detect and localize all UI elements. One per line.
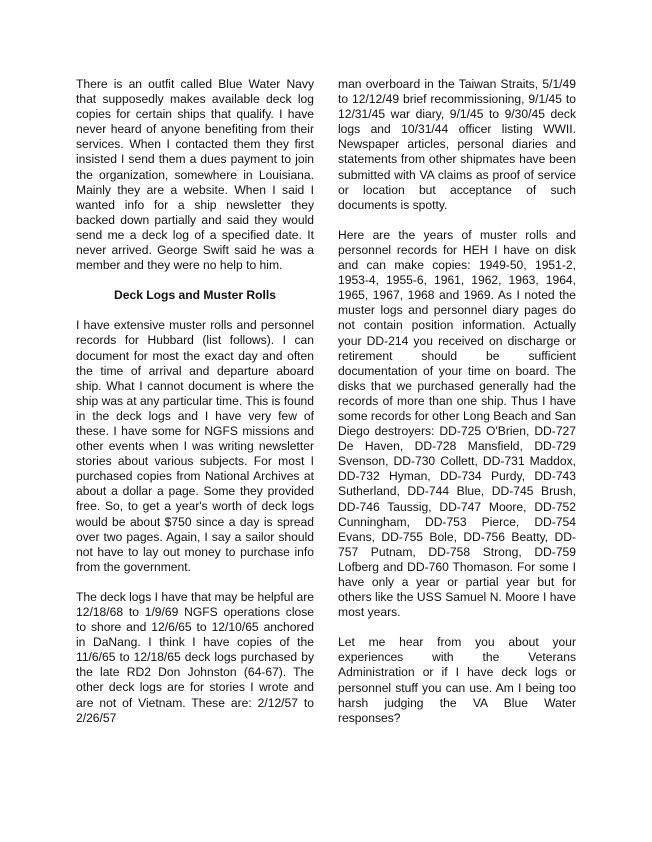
paragraph-continued: man overboard in the Taiwan Straits, 5/1/49 to 12/12/49 brief recommissioning, 9/1/45 to 12/31/45 war diary, 9/1/45 to 9/30/45 deck logs and 10/31/44 officer listing WWII. Newspaper articles, personal diaries and statements from other shipmates have been submitted with VA claims as proof of service or location but acceptance of such documents is spotty.: [338, 77, 576, 212]
section-heading: Deck Logs and Muster Rolls: [114, 288, 276, 303]
paragraph-blue-water-navy: There is an outfit called Blue Water Navy that supposedly makes available deck log copies for certain ships that qualify. I have never heard of anyone benefiting from their services. When I contacted them they first insisted I send them a dues payment to join the organization, somewhere in Louisiana. Mainly they are a website. When I said I wanted info for a ship newsletter they backed down partially and said they would send me a deck log of a specified date. It never arrived. George Swift said he was a member and they were no help to him.: [76, 77, 314, 273]
left-column: [76, 77, 314, 741]
paragraph-deck-logs: The deck logs I have that may be helpful are 12/18/68 to 1/9/69 NGFS operations close to shore and 12/6/65 to 12/10/65 anchored in DaNang. I think I have copies of the 11/6/65 to 12/18/65 deck logs purchased by the late RD2 Don Johnston (64-67). The other deck logs are for stories I wrote and are not of Vietnam. These are: 2/12/57 to 2/26/57: [76, 589, 314, 725]
paragraph-years-list: Here are the years of muster rolls and personnel records for HEH I have on disk and can make copies: 1949-50, 1951-2, 1953-4, 1955-6, 1961, 1962, 1963, 1964, 1965, 1967, 1968 and 1969. As I noted the muster logs and personnel diary pages do not contain position information. Actually your DD-214 you received on discharge or retirement should be sufficient documentation of your time on board. The disks that we purchased generally had the records of more than one ship. Thus I have some records for other Long Beach and San Diego destroyers: DD-725 O'Brien, DD-727 De Haven, DD-728 Mansfield, DD-729 Svenson, DD-730 Collett, DD-731 Maddox, DD-732 Hyman, DD-734 Purdy, DD-743 Sutherland, DD-744 Blue, DD-745 Brush, DD-746 Taussig, DD-747 Moore, DD-752 Cunningham, DD-753 Pierce, DD-754 Evans, DD-755 Bole, DD-756 Beatty, DD-757 Putnam, DD-758 Strong, DD-759 Lofberg and DD-760 Thomason. For some I have only a year or partial year but for others like the USS Samuel N. Moore I have most years.: [338, 227, 576, 620]
paragraph-muster-rolls: I have extensive muster rolls and personnel records for Hubbard (list follows). I can document for most the exact day and often the time of arrival and departure aboard ship. What I cannot document is where the ship was at any particular time. This is found in the deck logs and I have very few of these. I have some for NGFS missions and other events when I was writing newsletter stories about various subjects. For most I purchased copies from National Archives at about a dollar a page. Some they provided free. So, to get a year's worth of deck logs would be about $750 since a day is spread over two pages. Again, I say a sailor should not have to lay out money to purchase info from the government.: [76, 318, 314, 574]
paragraph-closing: Let me hear from you about your experiences with the Veterans Administration or if I have deck logs or personnel stuff you can use. Am I being too harsh judging the VA Blue Water responses?: [338, 635, 576, 725]
right-column: [338, 77, 576, 741]
